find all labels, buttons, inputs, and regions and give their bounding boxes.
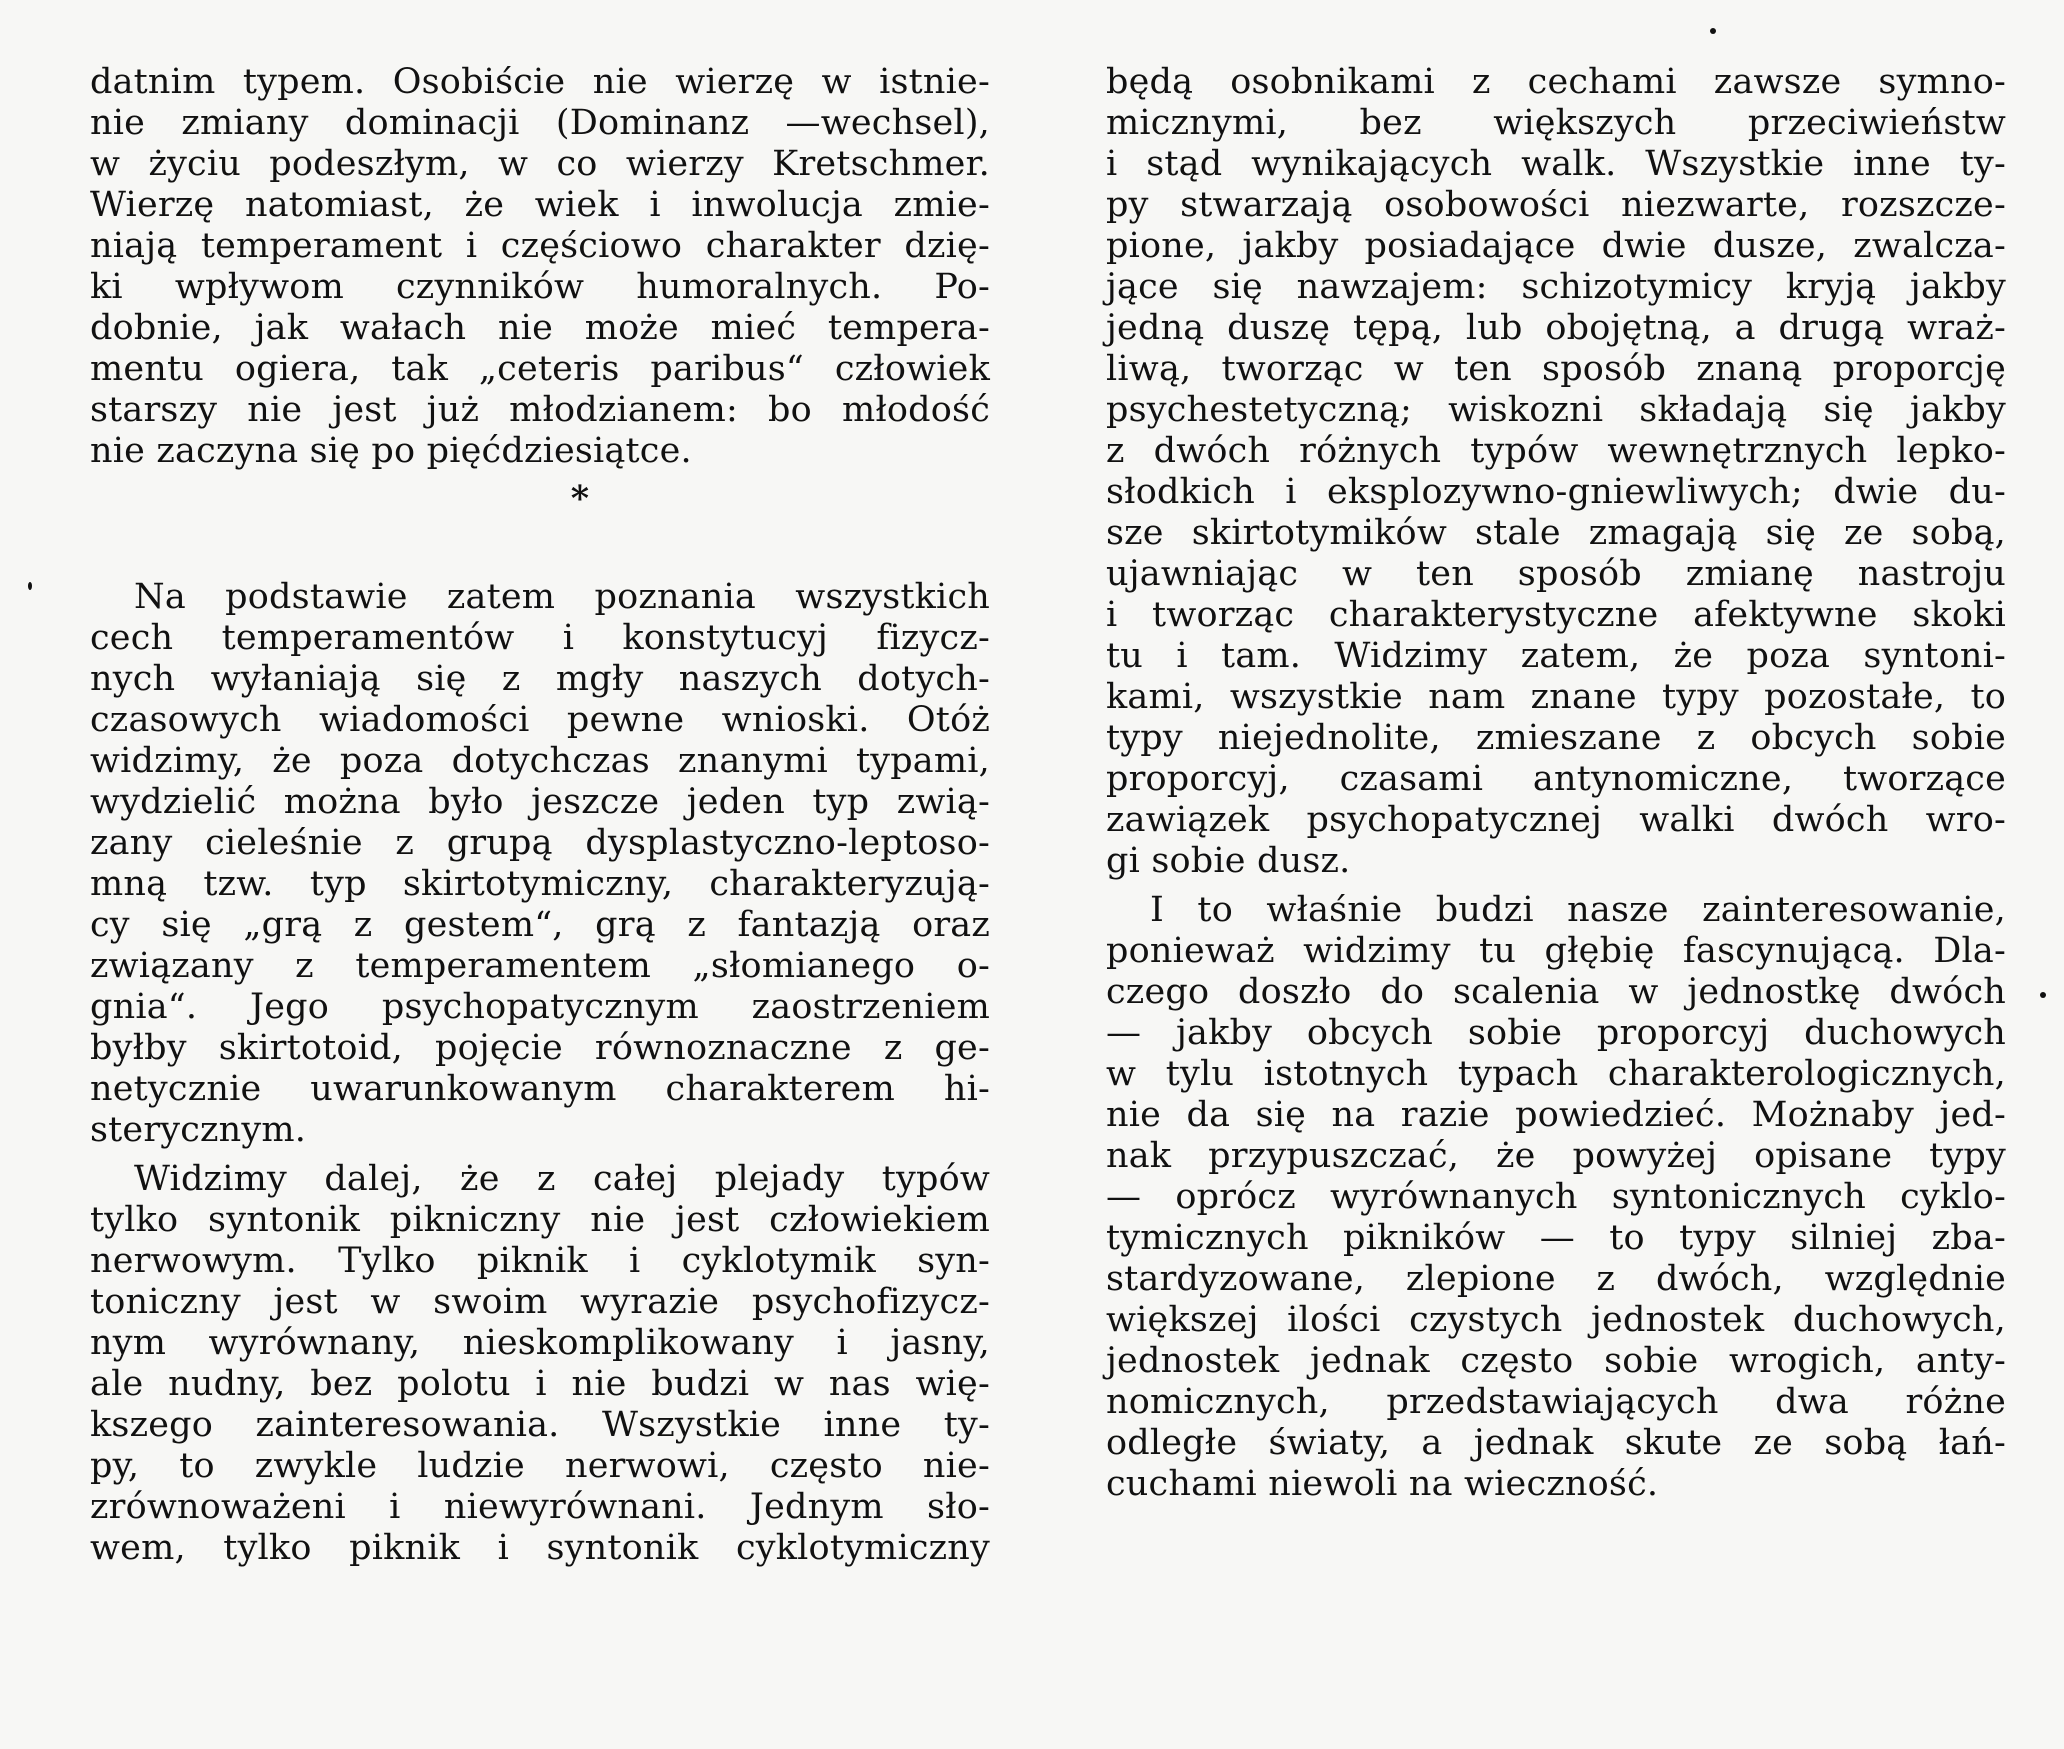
- text-line: netycznie uwarunkowanym charakterem hi-: [90, 1069, 990, 1109]
- paragraph: [90, 1159, 990, 1569]
- text-line: jedną duszę tępą, lub obojętną, a drugą wraż-: [1106, 308, 2006, 348]
- text-line: czasowych wiadomości pewne wnioski. Otóż: [90, 700, 990, 740]
- text-line: micznymi, bez większych przeciwieństw: [1106, 103, 2006, 143]
- text-line: cuchami niewoli na wieczność.: [1106, 1464, 1659, 1504]
- paragraph-continuation: [1106, 62, 2006, 882]
- left-column: [90, 62, 990, 1569]
- text-line: nie da się na razie powiedzieć. Możnaby jed-: [1106, 1095, 2006, 1135]
- text-line: cech temperamentów i konstytucyj fizycz-: [90, 618, 990, 658]
- text-line: wem, tylko piknik i syntonik cyklotymiczny: [90, 1528, 990, 1568]
- text-line: nych wyłaniają się z mgły naszych dotych-: [90, 659, 990, 699]
- text-line: gnia“. Jego psychopatycznym zaostrzeniem: [90, 987, 990, 1027]
- text-line: jące się nawzajem: schizotymicy kryją jakby: [1106, 267, 2006, 307]
- text-line: zrównoważeni i niewyrównani. Jednym sło-: [90, 1487, 990, 1527]
- text-line: nak przypuszczać, że powyżej opisane typy: [1106, 1136, 2006, 1176]
- text-line: tylko syntonik pikniczny nie jest człowiekiem: [90, 1200, 990, 1240]
- right-column: [1106, 62, 2006, 1505]
- text-line: typy niejednolite, zmieszane z obcych sobie: [1106, 718, 2006, 758]
- text-line: dobnie, jak wałach nie może mieć tempera-: [90, 308, 990, 348]
- text-line: nerwowym. Tylko piknik i cyklotymik syn-: [90, 1241, 990, 1281]
- text-line: tymicznych pikników — to typy silniej zba-: [1106, 1218, 2006, 1258]
- text-line: ki wpływom czynników humoralnych. Po-: [90, 267, 990, 307]
- text-line: zawiązek psychopatycznej walki dwóch wro-: [1106, 800, 2006, 840]
- text-line: i tworząc charakterystyczne afektywne skoki: [1106, 595, 2006, 635]
- text-line: proporcyj, czasami antynomiczne, tworzące: [1106, 759, 2006, 799]
- text-line: Wierzę natomiast, że wiek i inwolucja zmie-: [90, 185, 990, 225]
- text-line: większej ilości czystych jednostek duchowych,: [1106, 1300, 2006, 1340]
- text-line: liwą, tworząc w ten sposób znaną proporcję: [1106, 349, 2006, 389]
- text-line: datnim typem. Osobiście nie wierzę w istnie-: [90, 62, 990, 102]
- text-line: ujawniając w ten sposób zmianę nastroju: [1106, 554, 2006, 594]
- text-line: kszego zainteresowania. Wszystkie inne ty-: [90, 1405, 990, 1445]
- text-line: psychestetyczną; wiskozni składają się jakby: [1106, 390, 2006, 430]
- text-line: gi sobie dusz.: [1106, 841, 1351, 881]
- text-line: związany z temperamentem „słomianego o-: [90, 946, 990, 986]
- text-line: mentu ogiera, tak „ceteris paribus“ człowiek: [90, 349, 990, 389]
- scan-speck: [28, 582, 32, 590]
- text-line: będą osobnikami z cechami zawsze symno-: [1106, 62, 2006, 102]
- text-line: czego doszło do scalenia w jednostkę dwóch: [1106, 972, 2006, 1012]
- text-line: Na podstawie zatem poznania wszystkich: [134, 577, 990, 617]
- text-line: sterycznym.: [90, 1110, 307, 1150]
- text-line: tu i tam. Widzimy zatem, że poza syntoni-: [1106, 636, 2006, 676]
- text-line: jednostek jednak często sobie wrogich, anty-: [1106, 1341, 2006, 1381]
- text-line: nie zmiany dominacji (Dominanz —wechsel),: [90, 103, 990, 143]
- text-line: cy się „grą z gestem“, grą z fantazją oraz: [90, 905, 990, 945]
- text-line: toniczny jest w swoim wyrazie psychofizycz-: [90, 1282, 990, 1322]
- text-line: nie zaczyna się po pięćdziesiątce.: [90, 431, 692, 471]
- text-line: niają temperament i częściowo charakter dzię-: [90, 226, 990, 266]
- text-line: — jakby obcych sobie proporcyj duchowych: [1106, 1013, 2006, 1053]
- text-line: I to właśnie budzi nasze zainteresowanie,: [1150, 890, 2006, 930]
- text-line: py, to zwykle ludzie nerwowi, często nie-: [90, 1446, 990, 1486]
- scan-speck: [1710, 28, 1716, 34]
- text-line: kami, wszystkie nam znane typy pozostałe, to: [1106, 677, 2006, 717]
- text-line: w życiu podeszłym, w co wierzy Kretschmer.: [90, 144, 990, 184]
- paragraph: [1106, 890, 2006, 1505]
- text-line: z dwóch różnych typów wewnętrznych lepko-: [1106, 431, 2006, 471]
- text-line: w tylu istotnych typach charakterologicznych,: [1106, 1054, 2006, 1094]
- text-line: ponieważ widzimy tu głębię fascynującą. Dla-: [1106, 931, 2006, 971]
- text-line: — oprócz wyrównanych syntonicznych cyklo-: [1106, 1177, 2006, 1217]
- text-line: byłby skirtotoid, pojęcie równoznaczne z ge-: [90, 1028, 990, 1068]
- paragraph-continuation: [90, 62, 990, 472]
- section-separator: *: [570, 478, 590, 519]
- text-line: widzimy, że poza dotychczas znanymi typami,: [90, 741, 990, 781]
- scan-speck: [2040, 992, 2046, 998]
- text-line: starszy nie jest już młodzianem: bo młodość: [90, 390, 990, 430]
- text-line: nomicznych, przedstawiających dwa różne: [1106, 1382, 2006, 1422]
- paragraph: [90, 577, 990, 1151]
- text-line: mną tzw. typ skirtotymiczny, charakteryzują-: [90, 864, 990, 904]
- text-line: nym wyrównany, nieskomplikowany i jasny,: [90, 1323, 990, 1363]
- text-line: Widzimy dalej, że z całej plejady typów: [134, 1159, 990, 1199]
- text-line: wydzielić można było jeszcze jeden typ zwią-: [90, 782, 990, 822]
- text-line: py stwarzają osobowości niezwarte, rozszcze-: [1106, 185, 2006, 225]
- text-line: zany cieleśnie z grupą dysplastyczno-leptoso-: [90, 823, 990, 863]
- text-line: sze skirtotymików stale zmagają się ze sobą,: [1106, 513, 2006, 553]
- text-line: i stąd wynikających walk. Wszystkie inne ty-: [1106, 144, 2006, 184]
- text-line: stardyzowane, zlepione z dwóch, względnie: [1106, 1259, 2006, 1299]
- text-line: ale nudny, bez polotu i nie budzi w nas wię-: [90, 1364, 990, 1404]
- text-line: pione, jakby posiadające dwie dusze, zwalcza-: [1106, 226, 2006, 266]
- text-line: słodkich i eksplozywno-gniewliwych; dwie du-: [1106, 472, 2006, 512]
- text-line: odległe światy, a jednak skute ze sobą łań-: [1106, 1423, 2006, 1463]
